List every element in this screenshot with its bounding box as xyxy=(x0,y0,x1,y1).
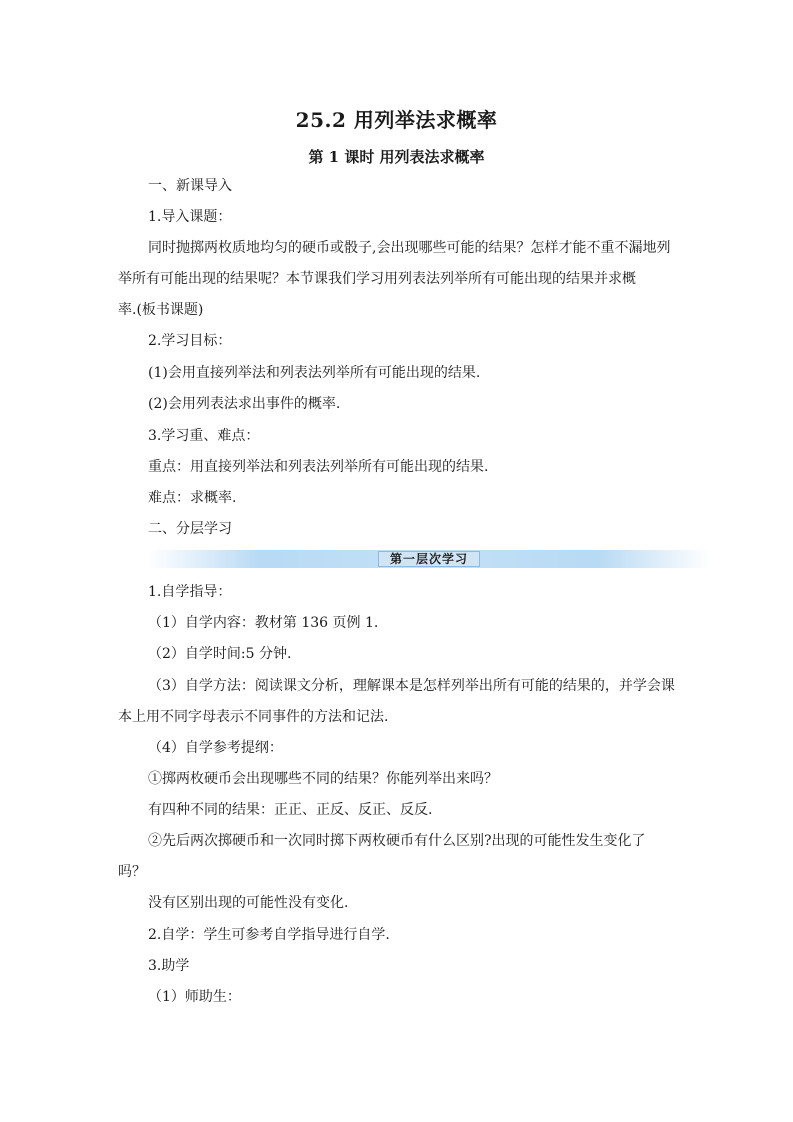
intro-item-3: 3.学习重、难点： xyxy=(148,428,260,444)
answer-1: 有四种不同的结果：正正、正反、反正、反反. xyxy=(148,802,433,818)
key-point: 重点：用直接列举法和列表法列举所有可能出现的结果. xyxy=(148,459,489,475)
guide-item-1: （1）自学内容：教材第 136 页例 1. xyxy=(148,615,379,631)
intro-paragraph-line-3: 率.(板书课题) xyxy=(118,302,204,318)
intro-item-1: 1.导入课题： xyxy=(148,209,232,225)
document-title: 25.2 用列举法求概率 xyxy=(295,108,498,132)
guide-item-4: （4）自学参考提纲： xyxy=(148,740,283,756)
guide-item-3-line-2: 本上用不同字母表示不同事件的方法和记法. xyxy=(118,709,389,725)
section-banner xyxy=(148,550,710,568)
intro-item-2: 2.学习目标： xyxy=(148,333,232,349)
intro-heading: 一、新课导入 xyxy=(148,178,232,194)
banner-label: 第一层次学习 xyxy=(378,551,480,567)
question-2-line-2: 吗？ xyxy=(118,864,146,880)
teacher-help: （1）师助生： xyxy=(148,989,241,1005)
question-1: ①掷两枚硬币会出现哪些不同的结果？你能列举出来吗？ xyxy=(148,771,498,787)
answer-2: 没有区别出现的可能性没有变化. xyxy=(148,895,349,911)
layered-heading: 二、分层学习 xyxy=(148,521,232,537)
question-2-line-1: ②先后两次掷硬币和一次同时掷下两枚硬币有什么区别?出现的可能性发生变化了 xyxy=(148,833,646,849)
intro-paragraph-line-2: 举所有可能出现的结果呢？本节课我们学习用列表法列举所有可能出现的结果并求概 xyxy=(118,271,636,287)
difficult-point: 难点：求概率. xyxy=(148,490,237,506)
help-study: 3.助学 xyxy=(148,958,190,974)
intro-paragraph-line-1: 同时抛掷两枚质地均匀的硬币或骰子,会出现哪些可能的结果？怎样才能不重不漏地列 xyxy=(148,240,671,256)
goal-2: (2)会用列表法求出事件的概率. xyxy=(148,396,341,412)
goal-1: (1)会用直接列举法和列表法列举所有可能出现的结果. xyxy=(148,365,481,381)
self-study: 2.自学：学生可参考自学指导进行自学. xyxy=(148,927,390,943)
guide-item-2: （2）自学时间:5 分钟. xyxy=(148,646,292,662)
self-guide-heading: 1.自学指导： xyxy=(148,584,232,600)
document-subtitle: 第 1 课时 用列表法求概率 xyxy=(308,148,485,166)
guide-item-3-line-1: （3）自学方法：阅读课文分析，理解课本是怎样列举出所有可能的结果的，并学会课 xyxy=(148,678,675,694)
